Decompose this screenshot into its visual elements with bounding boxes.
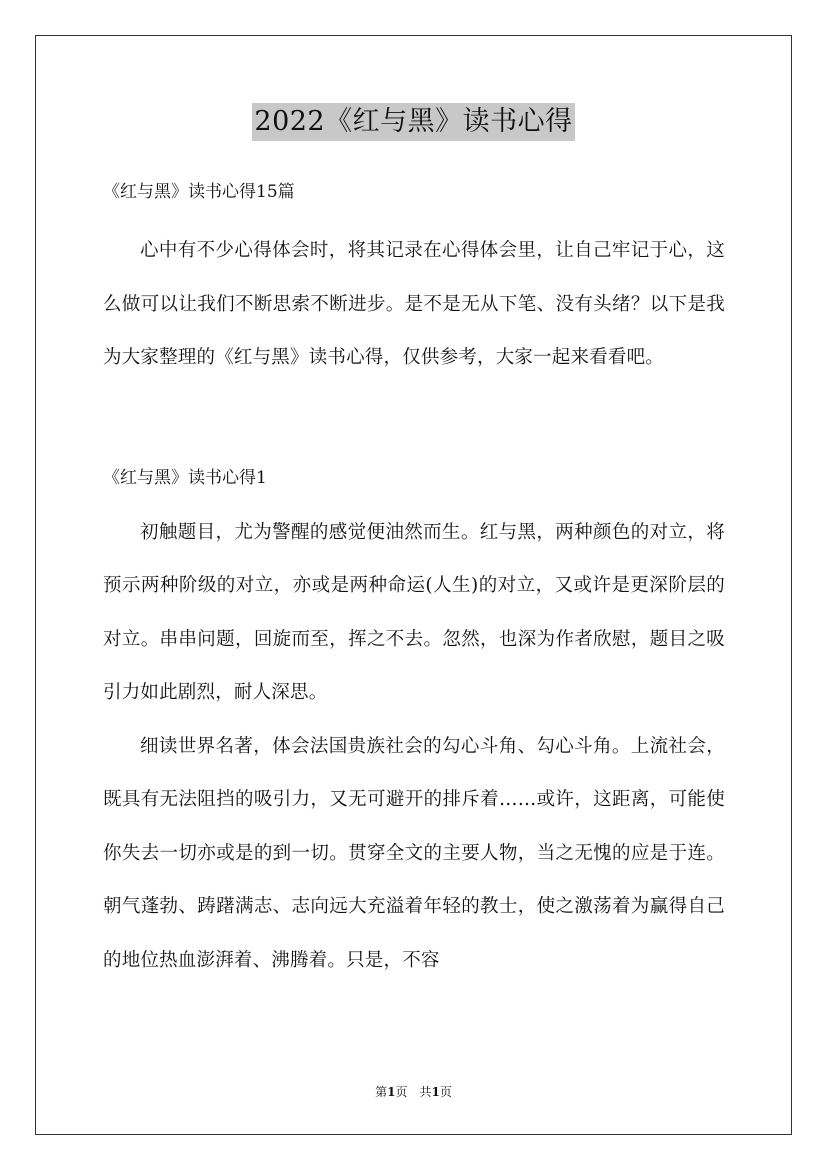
document-subtitle: 《红与黑》读书心得15篇	[103, 182, 295, 202]
footer-page-number: 1	[387, 1085, 396, 1099]
body-paragraph-2: 细读世界名著，体会法国贵族社会的勾心斗角、勾心斗角。上流社会，既具有无法阻挡的吸引力，又无可避开的排斥着……或许，这距离，可能使你失去一切亦或是的到一切。贯穿全文的主要人物，当之无愧的应是于连。朝气蓬勃、踌躇满志、志向远大充溢着年轻的教士，使之激荡着为赢得自己的地位热血澎湃着、沸腾着。只是，不容	[103, 735, 725, 971]
intro-paragraph: 心中有不少心得体会时，将其记录在心得体会里，让自己牢记于心，这么做可以让我们不断思索不断进步。是不是无从下笔、没有头绪？以下是我为大家整理的《红与黑》读书心得，仅供参考，大家一起来看看吧。	[103, 240, 725, 368]
footer-prefix: 第	[375, 1085, 388, 1099]
footer-middle: 页 共	[395, 1085, 432, 1099]
page-footer	[0, 1084, 827, 1100]
document-body	[103, 170, 725, 987]
section-heading: 《红与黑》读书心得1	[103, 467, 267, 488]
body-paragraph-1: 初触题目，尤为警醒的感觉便油然而生。红与黑，两种颜色的对立，将预示两种阶级的对立，亦或是两种命运(人生)的对立，又或许是更深阶层的对立。串串问题，回旋而至，挥之不去。忽然，也深为作者欣慰，题目之吸引力如此剧烈，耐人深思。	[103, 521, 725, 703]
footer-suffix: 页	[439, 1085, 452, 1099]
title-container	[0, 103, 827, 141]
footer-total-pages: 1	[431, 1085, 440, 1099]
document-title: 2022《红与黑》读书心得	[252, 103, 574, 141]
